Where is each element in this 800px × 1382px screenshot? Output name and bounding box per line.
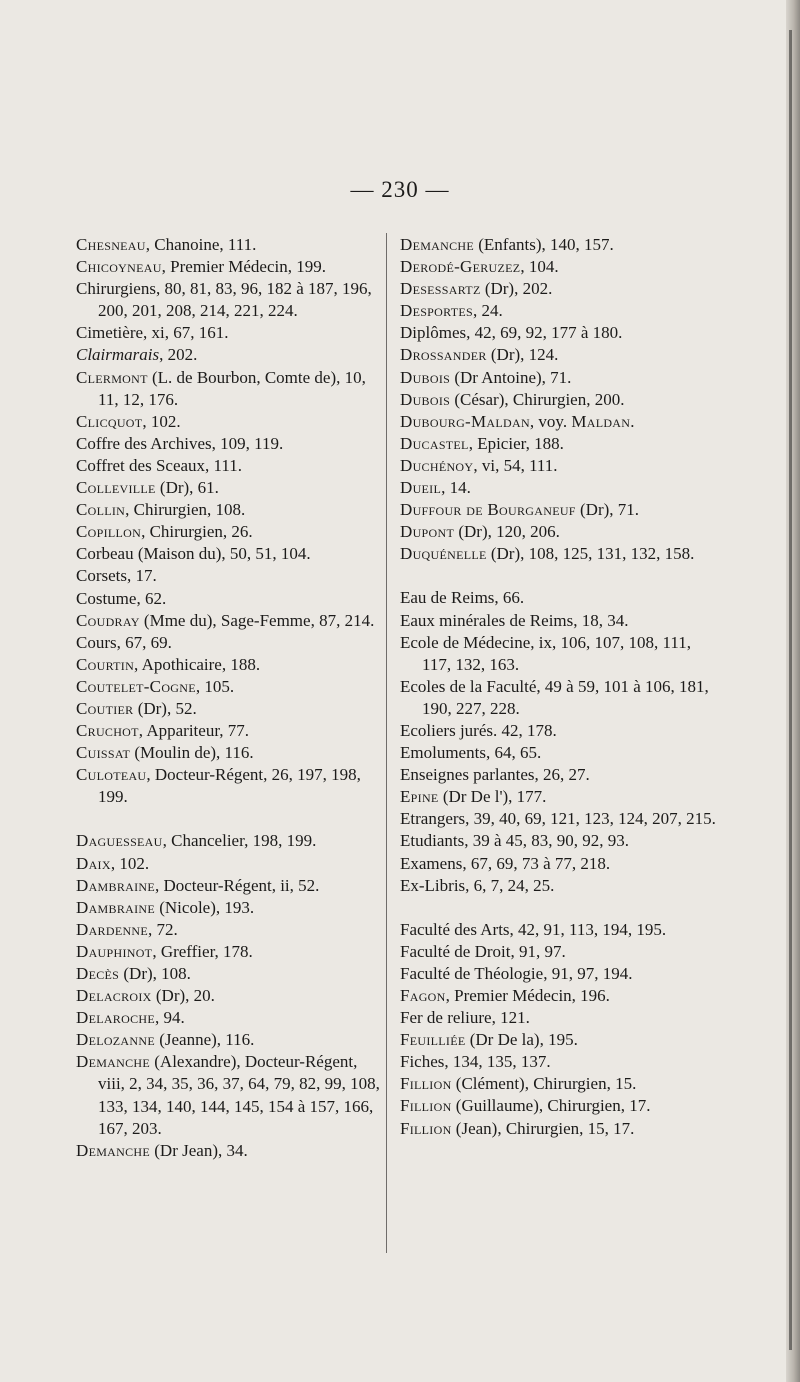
index-entry-name: Dambraine [76,875,155,895]
index-entry-name: Derodé-Geruzez [400,257,521,277]
index-entry-name: Coutelet-Cogne [76,676,196,696]
index-entry [400,853,720,875]
index-entry-text: , 102. [110,853,150,873]
index-entry-text: (Enfants), 140, 157. [474,235,614,254]
index-entry-text: Examens, 67, 69, 73 à 77, 218. [400,853,611,873]
index-entry-text: (Dr), 52. [133,698,197,718]
index-entry [400,919,720,941]
index-entry [400,455,720,477]
index-entry [400,344,720,366]
index-entry [400,610,720,632]
index-entry-text: Faculté des Arts, 42, 91, 113, 194, 195. [400,919,667,939]
index-entry [76,1051,382,1139]
index-entry [400,742,720,764]
index-entry-text: Fer de reliure, 121. [400,1008,530,1028]
index-entry-text: , Premier Médecin, 196. [445,986,610,1005]
index-entry [76,875,382,897]
index-entry-name: Fagon [400,986,446,1005]
index-entry [400,1073,720,1095]
index-entry-name: Dardenne [76,919,149,939]
index-entry-name: Culoteau [76,765,147,785]
index-entry-text: Faculté de Droit, 91, 97. [400,941,566,961]
index-entry [400,963,720,985]
index-entry-text: (Dr), 120, 206. [454,522,560,542]
index-entry [400,521,720,543]
index-entry-name: Daguesseau [76,831,163,851]
index-entry-text: , 24. [472,301,503,321]
index-entry [76,676,382,698]
index-entry-text: , Docteur-Régent, 26, 197, 198, 199. [98,765,361,807]
index-entry [400,543,720,565]
index-entry-text: Etrangers, 39, 40, 69, 121, 123, 124, 207, 215. [400,809,716,829]
index-entry [400,830,720,852]
index-entry-text: (César), Chirurgien, 200. [450,389,625,409]
index-entry [76,543,382,565]
index-entry-name: Dubois [400,389,451,409]
index-entry-text: , Docteur-Régent, ii, 52. [154,875,320,895]
index-entry-name: Demanche [400,235,475,254]
index-entry-text: , 105. [195,676,235,696]
index-entry-name: Delaroche [76,1008,155,1028]
index-entry-crossref-name: Maldan [571,411,631,431]
index-entry [76,367,382,411]
index-entry [400,411,720,433]
index-entry-name: Daix [76,853,111,873]
index-entry [76,897,382,919]
index-entry [76,720,382,742]
index-entry-name: Fillion [400,1096,452,1116]
index-entry-name: Desportes [400,301,473,321]
index-entry-name: Clermont [76,367,148,387]
index-entry [400,433,720,455]
index-entry-name: Delacroix [76,986,152,1006]
index-entry-text: Coffre des Archives, 109, 119. [76,433,284,453]
index-entry [76,963,382,985]
index-entry [400,676,720,720]
index-entry-text: . [630,411,635,431]
index-entry-name: Cuissat [76,743,131,763]
index-entry [76,610,382,632]
index-entry-name: Duffour de Bourganeuf [400,500,576,520]
index-entry-text: , 104. [520,257,559,277]
index-entry-name: Dupont [400,522,455,542]
index-entry [76,477,382,499]
index-entry-text: Ecoles de la Faculté, 49 à 59, 101 à 106, 181, 190, 227, 228. [400,676,709,718]
index-entry-text: (Dr De la), 195. [465,1030,578,1050]
index-entry-italic: Clairmarais [76,345,160,365]
index-entry-text: Eaux minérales de Reims, 18, 34. [400,610,629,630]
index-entry-name: Duquénelle [400,544,487,564]
index-entry-text: (Jeanne), 116. [154,1030,255,1050]
index-entry-text: , 94. [154,1008,185,1028]
index-entry-name: Dubourg-Maldan [400,411,530,431]
index-entry-name: Delozanne [76,1030,155,1050]
index-entry [76,698,382,720]
index-entry [400,875,720,897]
index-entry [400,1095,720,1117]
index-entry [76,565,382,587]
index-entry [400,632,720,676]
index-entry-text: , Greffier, 178. [152,941,253,961]
index-entry [400,499,720,521]
index-entry [76,632,382,654]
index-entry [76,941,382,963]
index-entry [76,499,382,521]
index-entry-name: Colleville [76,478,156,498]
index-entry-name: Desessartz [400,279,481,299]
page-binding-shadow [789,30,792,1350]
index-entry-text: (Dr Antoine), 71. [450,367,572,387]
page-number: — 230 — [350,177,450,202]
index-entry-text: , Appariteur, 77. [138,721,250,741]
index-entry [76,919,382,941]
index-entry [400,477,720,499]
index-column-left [76,234,382,1162]
index-entry-text: (Dr), 108. [119,964,191,983]
index-entry [400,278,720,300]
index-entry [76,1007,382,1029]
index-entry [76,1140,382,1162]
index-entry-text: (Jean), Chirurgien, 15, 17. [451,1118,635,1138]
index-entry-text: Cours, 67, 69. [76,632,172,652]
index-entry-name: Decès [76,964,120,983]
index-entry-text: , 72. [148,919,178,939]
index-entry-text: (Alexandre), Docteur-Régent, viii, 2, 34, 35, 36, 37, 64, 79, 82, 99, 108, 133, 134, 140, 144, 145, 154 à 157, 166, 167, 203. [98,1052,380,1138]
index-entry-text: Etudiants, 39 à 45, 83, 90, 92, 93. [400,831,630,851]
index-entry-text: (Dr), 124. [486,345,559,365]
index-entry-text: (Dr), 61. [155,478,219,498]
index-entry [400,256,720,278]
index-entry-name: Chicoyneau [76,257,162,277]
index-entry [400,786,720,808]
index-entry-text: , Epicier, 188. [468,433,564,453]
index-entry-name: Dueil [400,478,442,498]
index-entry [76,278,382,322]
index-entry [400,1118,720,1140]
index-entry-text: Diplômes, 42, 69, 92, 177 à 180. [400,323,623,343]
letter-section-gap [76,808,382,830]
index-entry-text: , Chancelier, 198, 199. [162,831,317,851]
index-entry-name: Demanche [76,1052,151,1072]
index-entry-text: (L. de Bourbon, Comte de), 10, 11, 12, 176. [98,367,366,409]
index-entry-name: Drossander [400,345,487,365]
index-entry [76,830,382,852]
index-entry-text: (Dr), 20. [151,986,215,1006]
index-entry [400,1007,720,1029]
index-entry [76,521,382,543]
index-entry [400,941,720,963]
index-entry-text: Ex-Libris, 6, 7, 24, 25. [400,875,555,895]
index-entry-name: Fillion [400,1074,452,1094]
index-entry [400,234,720,256]
index-entry-text: , 14. [441,478,471,498]
index-entry-text: Ecoliers jurés. 42, 178. [400,720,557,740]
index-entry-text: , Chirurgien, 108. [125,500,246,520]
index-entry-text: , 102. [142,411,181,431]
index-entry [76,411,382,433]
index-entry [400,367,720,389]
index-entry [400,1029,720,1051]
index-entry-text: Costume, 62. [76,588,167,608]
index-entry-text: , Chanoine, 111. [145,235,257,254]
index-entry-name: Courtin [76,654,135,674]
index-entry-name: Dubois [400,367,451,387]
index-entry-text: , 202. [159,345,198,365]
index-entry [76,322,382,344]
index-entry [76,853,382,875]
index-entry-text: (Moulin de), 116. [130,743,254,763]
index-entry-text: (Dr Jean), 34. [150,1140,248,1160]
letter-section-gap [400,565,720,587]
index-entry [400,808,720,830]
index-entry-name: Demanche [76,1140,151,1160]
index-entry [76,455,382,477]
index-entry-text: , voy. [529,411,572,431]
index-entry [400,764,720,786]
index-entry [76,1029,382,1051]
index-entry [76,985,382,1007]
index-entry-name: Cruchot [76,721,139,741]
index-entry [400,322,720,344]
index-entry [400,389,720,411]
index-entry-text: Corbeau (Maison du), 50, 51, 104. [76,544,311,564]
index-entry-name: Dauphinot [76,941,153,961]
column-divider [386,233,387,1253]
index-entry-text: (Guillaume), Chirurgien, 17. [451,1096,651,1116]
index-entry [76,234,382,256]
index-entry-text: Chirurgiens, 80, 81, 83, 96, 182 à 187, 196, 200, 201, 208, 214, 221, 224. [76,279,372,321]
index-entry [76,654,382,676]
index-entry-text: (Clément), Chirurgien, 15. [451,1074,637,1094]
index-entry-text: Corsets, 17. [76,566,157,586]
index-entry-text: Coffret des Sceaux, 111. [76,455,243,475]
index-entry [400,720,720,742]
index-entry-text: (Nicole), 193. [154,897,255,917]
index-entry-text: (Dr), 71. [575,500,640,520]
index-entry [76,344,382,366]
index-entry [400,300,720,322]
index-entry-text: , Apothicaire, 188. [134,654,261,674]
index-entry-text: Enseignes parlantes, 26, 27. [400,765,590,785]
index-entry [76,742,382,764]
index-entry [400,587,720,609]
index-entry-name: Coudray [76,610,140,630]
index-entry-text: , Chirurgien, 26. [141,522,253,542]
index-column-right [400,234,720,1140]
index-entry-text: Cimetière, xi, 67, 161. [76,323,229,343]
index-entry-name: Chesneau [76,235,146,254]
index-entry-name: Epine [400,787,439,807]
index-entry-text: (Dr), 108, 125, 131, 132, 158. [486,544,695,564]
index-entry-text: , Premier Médecin, 199. [161,257,326,277]
index-entry-text: Eau de Reims, 66. [400,588,525,608]
index-entry-text: , vi, 54, 111. [473,455,558,475]
index-entry-name: Collin [76,500,126,520]
index-entry [76,588,382,610]
letter-section-gap [400,897,720,919]
index-entry-name: Coutier [76,698,134,718]
index-entry-name: Ducastel [400,433,469,453]
index-entry [400,1051,720,1073]
index-entry [76,764,382,808]
index-entry-text: (Dr De l'), 177. [438,787,547,807]
index-entry-text: Emoluments, 64, 65. [400,743,542,763]
index-entry-name: Duchénoy [400,455,474,475]
index-entry-name: Dambraine [76,897,155,917]
index-entry [76,433,382,455]
index-entry-name: Copillon [76,522,142,542]
index-entry-text: Ecole de Médecine, ix, 106, 107, 108, 111, 117, 132, 163. [400,632,691,674]
index-entry [76,256,382,278]
index-entry-text: (Dr), 202. [480,279,553,299]
index-entry-text: Faculté de Théologie, 91, 97, 194. [400,963,633,983]
index-entry-name: Clicquot [76,411,143,431]
index-entry [400,985,720,1007]
index-entry-text: (Mme du), Sage-Femme, 87, 214. [139,610,375,630]
index-entry-name: Fillion [400,1118,452,1138]
index-entry-text: Fiches, 134, 135, 137. [400,1052,551,1072]
index-entry-name: Feuilliée [400,1030,466,1050]
